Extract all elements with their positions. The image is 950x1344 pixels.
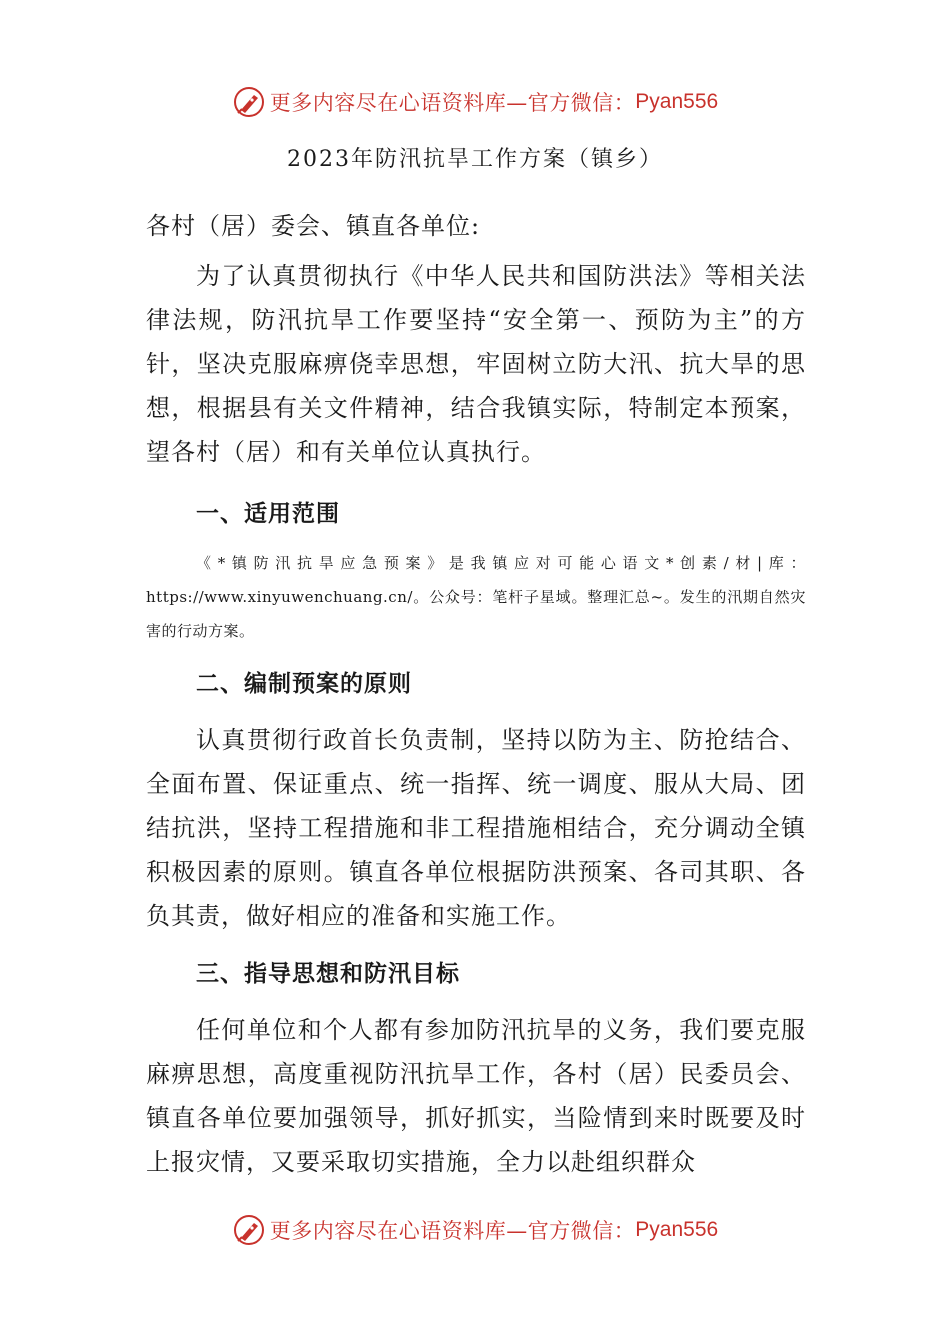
document-title: 2023年防汛抗旱工作方案（镇乡） (287, 147, 663, 172)
banner-text: 更多内容尽在心语资料库—官方微信： (269, 1219, 636, 1243)
pen-nib-logo-icon (232, 85, 266, 119)
section-heading: 二、编制预案的原则 (196, 671, 412, 697)
intro-paragraph: 为了认真贯彻执行《中华人民共和国防洪法》等相关法律法规，防汛抗旱工作要坚持“安全第一、预防为主”的方针，坚决克服麻痹侥幸思想，牢固树立防大汛、抗大旱的思想，根据县有关文件精神，结合我镇实际，特制定本预案，望各村（居）和有关单位认真执行。 (146, 262, 806, 466)
section-paragraph: 《*镇防汛抗旱应急预案》是我镇应对可能心语文*创素/材|库：https://www.xinyuwenchuang.cn/。公众号：笔杆子星域。整理汇总~。发生的汛期自然灾害的行动方案。 (146, 554, 806, 640)
section-paragraph: 任何单位和个人都有参加防汛抗旱的义务，我们要克服麻痹思想，高度重视防汛抗旱工作，各村（居）民委员会、镇直各单位要加强领导，抓好抓实，当险情到来时既要及时上报灾情，又要采取切实措施，全力以赴组织群众 (146, 1016, 806, 1176)
footer-banner (0, 1210, 950, 1250)
section-heading: 一、适用范围 (196, 501, 340, 527)
banner-wechat-id: Pyan556 (635, 90, 719, 113)
salutation: 各村（居）委会、镇直各单位: (146, 212, 481, 240)
pen-nib-logo-icon (232, 1213, 266, 1247)
header-banner (0, 82, 950, 122)
section-heading: 三、指导思想和防汛目标 (196, 961, 460, 987)
banner-text: 更多内容尽在心语资料库—官方微信： (269, 91, 636, 115)
document-body (146, 200, 806, 1184)
section-paragraph: 认真贯彻行政首长负责制，坚持以防为主、防抢结合、全面布置、保证重点、统一指挥、统一调度、服从大局、团结抗洪，坚持工程措施和非工程措施相结合，充分调动全镇积极因素的原则。镇直各单位根据防洪预案、各司其职、各负其责，做好相应的准备和实施工作。 (146, 726, 806, 930)
banner-wechat-id: Pyan556 (635, 1218, 719, 1241)
